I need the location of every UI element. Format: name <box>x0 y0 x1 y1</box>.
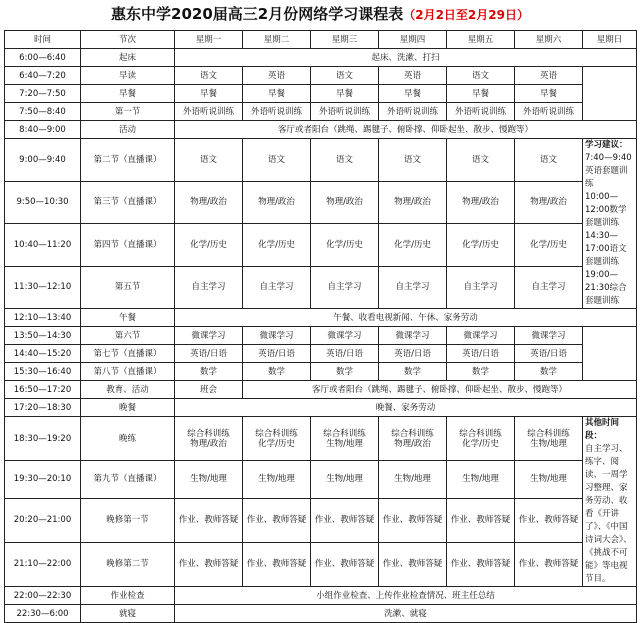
class-cell: 数学 <box>379 363 447 381</box>
class-cell: 英语/日语 <box>379 345 447 363</box>
period-cell: 就寝 <box>81 605 175 623</box>
column-header: 星期二 <box>243 31 311 49</box>
schedule-row <box>5 103 637 121</box>
class-cell: 英语/日语 <box>515 345 583 363</box>
period-cell: 早餐 <box>81 85 175 103</box>
title-date-range: （2月2日至2月29日） <box>403 8 529 22</box>
sunday-other-time <box>583 417 637 587</box>
class-cell: 数学 <box>175 363 243 381</box>
time-cell: 18:30—19:20 <box>5 417 81 461</box>
time-cell: 7:50—8:40 <box>5 103 81 121</box>
schedule-row <box>5 345 637 363</box>
time-cell: 8:40—9:00 <box>5 121 81 139</box>
class-cell-line: 综合科训练 <box>391 428 434 439</box>
class-cell: 英语 <box>379 67 447 85</box>
column-header: 时间 <box>5 31 81 49</box>
class-cell-line: 综合科训练 <box>527 428 570 439</box>
time-cell: 21:10—22:00 <box>5 542 81 586</box>
class-cell-line: 化学/历史 <box>462 438 499 449</box>
column-header: 星期三 <box>311 31 379 49</box>
time-cell: 9:00—9:40 <box>5 139 81 182</box>
class-cell <box>243 417 311 461</box>
class-cell: 自主学习 <box>175 266 243 309</box>
class-cell: 自主学习 <box>515 266 583 309</box>
class-cell-line: 综合科训练 <box>255 428 298 439</box>
class-cell: 外语听说训练 <box>379 103 447 121</box>
class-cell: 微课学习 <box>447 327 515 345</box>
class-cell: 早餐 <box>175 85 243 103</box>
period-cell: 第六节 <box>81 327 175 345</box>
merged-activity-cell: 客厅或者阳台（跳绳、踢毽子、俯卧撑、仰卧起坐、散步、慢跑等） <box>175 121 637 139</box>
class-cell: 化学/历史 <box>447 224 515 267</box>
page-title <box>0 0 640 28</box>
class-cell: 英语 <box>515 67 583 85</box>
class-cell: 英语/日语 <box>311 345 379 363</box>
class-cell: 物理/政治 <box>243 181 311 224</box>
period-cell: 晚练 <box>81 417 175 461</box>
merged-activity-cell: 午餐、收看电视新闻、午休、家务劳动 <box>175 309 637 327</box>
column-header: 节次 <box>81 31 175 49</box>
class-cell: 语文 <box>243 139 311 182</box>
class-cell: 化学/历史 <box>379 224 447 267</box>
class-cell: 班会 <box>175 381 243 399</box>
period-cell: 第二节（直播课） <box>81 139 175 182</box>
class-cell: 生物/地理 <box>243 461 311 499</box>
schedule-row <box>5 67 637 85</box>
class-cell: 早餐 <box>243 85 311 103</box>
schedule-row <box>5 139 637 182</box>
time-cell: 10:40—11:20 <box>5 224 81 267</box>
class-cell: 英语/日语 <box>175 345 243 363</box>
class-cell: 作业、教师答疑 <box>175 542 243 586</box>
class-cell-line: 化学/历史 <box>258 438 295 449</box>
time-cell: 22:30—6:00 <box>5 605 81 623</box>
time-cell: 17:20—18:30 <box>5 399 81 417</box>
class-cell: 早餐 <box>447 85 515 103</box>
period-cell: 第七节（直播课） <box>81 345 175 363</box>
schedule-row <box>5 224 637 267</box>
schedule-row <box>5 542 637 586</box>
schedule-row <box>5 49 637 67</box>
class-cell: 微课学习 <box>379 327 447 345</box>
class-cell <box>175 417 243 461</box>
class-cell-line: 物理/政治 <box>394 438 431 449</box>
class-cell: 作业、教师答疑 <box>447 542 515 586</box>
class-cell: 语文 <box>515 139 583 182</box>
class-cell: 数学 <box>243 363 311 381</box>
class-cell: 语文 <box>447 67 515 85</box>
class-cell: 语文 <box>311 67 379 85</box>
class-cell <box>311 417 379 461</box>
class-cell: 语文 <box>175 67 243 85</box>
schedule-row <box>5 181 637 224</box>
period-cell: 活动 <box>81 121 175 139</box>
time-cell: 14:40—15:20 <box>5 345 81 363</box>
class-cell: 物理/政治 <box>379 181 447 224</box>
time-cell: 11:30—12:10 <box>5 266 81 309</box>
class-cell: 化学/历史 <box>175 224 243 267</box>
class-cell: 作业、教师答疑 <box>515 498 583 542</box>
class-cell: 语文 <box>447 139 515 182</box>
class-cell: 微课学习 <box>243 327 311 345</box>
time-cell: 9:50—10:30 <box>5 181 81 224</box>
class-cell: 微课学习 <box>311 327 379 345</box>
class-cell: 早餐 <box>311 85 379 103</box>
schedule-row <box>5 417 637 461</box>
other-time-line: 自主学习、练字、阅读、一周学习整理、家务劳动、收看《开讲了》、《中国诗词大会》、《挑战不可能》等电视节目。 <box>585 444 632 584</box>
period-cell: 第三节（直播课） <box>81 181 175 224</box>
schedule-table <box>4 30 640 623</box>
advice-line: 10:00—12:00数学套题训练 <box>585 192 627 228</box>
class-cell: 英语/日语 <box>243 345 311 363</box>
class-cell: 早餐 <box>379 85 447 103</box>
merged-activity-cell: 客厅或者阳台（跳绳、踢毽子、俯卧撑、仰卧起坐、散步、慢跑等） <box>243 381 637 399</box>
advice-line: 7:40—9:40 英语套题训练 <box>585 153 640 189</box>
sunday-empty-cell <box>583 67 637 121</box>
class-cell: 外语听说训练 <box>175 103 243 121</box>
class-cell: 作业、教师答疑 <box>311 542 379 586</box>
sunday-study-advice <box>583 139 640 309</box>
period-cell: 第五节 <box>81 266 175 309</box>
class-cell <box>379 417 447 461</box>
period-cell: 第一节 <box>81 103 175 121</box>
class-cell: 数学 <box>311 363 379 381</box>
schedule-row <box>5 587 637 605</box>
class-cell: 数学 <box>515 363 583 381</box>
class-cell-line: 物理/政治 <box>190 438 227 449</box>
merged-activity-cell: 晚餐、家务劳动 <box>175 399 637 417</box>
period-cell: 教育、活动 <box>81 381 175 399</box>
schedule-row <box>5 461 637 499</box>
column-header: 星期一 <box>175 31 243 49</box>
class-cell: 英语/日语 <box>447 345 515 363</box>
class-cell: 自主学习 <box>379 266 447 309</box>
class-cell: 语文 <box>175 139 243 182</box>
class-cell-line: 生物/地理 <box>326 438 363 449</box>
class-cell: 作业、教师答疑 <box>311 498 379 542</box>
period-cell: 作业检查 <box>81 587 175 605</box>
class-cell: 语文 <box>379 139 447 182</box>
merged-activity-cell: 洗漱、就寝 <box>175 605 637 623</box>
class-cell: 外语听说训练 <box>447 103 515 121</box>
time-cell: 7:20—7:50 <box>5 85 81 103</box>
class-cell: 数学 <box>447 363 515 381</box>
schedule-row <box>5 121 637 139</box>
class-cell-line: 综合科训练 <box>323 428 366 439</box>
period-cell: 午餐 <box>81 309 175 327</box>
column-header: 星期六 <box>515 31 583 49</box>
merged-activity-cell: 小组作业检查、上传作业检查情况、班主任总结 <box>175 587 637 605</box>
class-cell: 作业、教师答疑 <box>447 498 515 542</box>
class-cell: 生物/地理 <box>311 461 379 499</box>
class-cell: 作业、教师答疑 <box>243 542 311 586</box>
merged-activity-cell: 起床、洗漱、打扫 <box>175 49 637 67</box>
class-cell-line: 综合科训练 <box>459 428 502 439</box>
class-cell: 物理/政治 <box>175 181 243 224</box>
class-cell: 早餐 <box>515 85 583 103</box>
class-cell: 微课学习 <box>515 327 583 345</box>
class-cell: 微课学习 <box>175 327 243 345</box>
class-cell: 物理/政治 <box>447 181 515 224</box>
class-cell: 生物/地理 <box>447 461 515 499</box>
period-cell: 早读 <box>81 67 175 85</box>
time-cell: 15:30—16:40 <box>5 363 81 381</box>
schedule-row <box>5 498 637 542</box>
class-cell-line: 生物/地理 <box>530 438 567 449</box>
class-cell: 自主学习 <box>243 266 311 309</box>
period-cell: 晚餐 <box>81 399 175 417</box>
period-cell: 晚修第二节 <box>81 542 175 586</box>
class-cell: 化学/历史 <box>311 224 379 267</box>
schedule-row <box>5 309 637 327</box>
schedule-row <box>5 381 637 399</box>
title-text: 惠东中学2020届高三2月份网络学习课程表 <box>111 5 404 23</box>
class-cell: 化学/历史 <box>243 224 311 267</box>
class-cell: 作业、教师答疑 <box>175 498 243 542</box>
time-cell: 6:00—6:40 <box>5 49 81 67</box>
class-cell: 化学/历史 <box>515 224 583 267</box>
time-cell: 19:30—20:10 <box>5 461 81 499</box>
header-row <box>5 31 637 49</box>
schedule-row <box>5 399 637 417</box>
other-time-title: 其他时间段： <box>585 418 620 441</box>
class-cell: 外语听说训练 <box>311 103 379 121</box>
column-header: 星期五 <box>447 31 515 49</box>
period-cell: 起床 <box>81 49 175 67</box>
schedule-row <box>5 327 637 345</box>
time-cell: 22:00—22:30 <box>5 587 81 605</box>
class-cell-line: 综合科训练 <box>187 428 230 439</box>
time-cell: 16:50—17:20 <box>5 381 81 399</box>
class-cell: 生物/地理 <box>379 461 447 499</box>
column-header: 星期四 <box>379 31 447 49</box>
sunday-empty-cell <box>583 327 637 381</box>
schedule-row <box>5 266 637 309</box>
advice-title: 学习建议： <box>585 140 628 150</box>
schedule-row <box>5 605 637 623</box>
class-cell: 外语听说训练 <box>515 103 583 121</box>
advice-line: 19:00—21:30综合套题训练 <box>585 270 627 306</box>
column-header: 星期日 <box>583 31 637 49</box>
period-cell: 第八节（直播课） <box>81 363 175 381</box>
class-cell: 外语听说训练 <box>243 103 311 121</box>
class-cell <box>515 417 583 461</box>
time-cell: 12:10—13:40 <box>5 309 81 327</box>
class-cell: 语文 <box>311 139 379 182</box>
time-cell: 6:40—7:20 <box>5 67 81 85</box>
schedule-row <box>5 363 637 381</box>
class-cell: 自主学习 <box>311 266 379 309</box>
time-cell: 20:20—21:00 <box>5 498 81 542</box>
class-cell: 作业、教师答疑 <box>379 542 447 586</box>
class-cell: 物理/政治 <box>311 181 379 224</box>
time-cell: 13:50—14:30 <box>5 327 81 345</box>
class-cell: 作业、教师答疑 <box>515 542 583 586</box>
class-cell: 生物/地理 <box>515 461 583 499</box>
class-cell: 生物/地理 <box>175 461 243 499</box>
period-cell: 第四节（直播课） <box>81 224 175 267</box>
period-cell: 第九节（直播课） <box>81 461 175 499</box>
class-cell: 英语 <box>243 67 311 85</box>
class-cell: 自主学习 <box>447 266 515 309</box>
class-cell: 物理/政治 <box>515 181 583 224</box>
schedule-row <box>5 85 637 103</box>
class-cell: 作业、教师答疑 <box>379 498 447 542</box>
advice-line: 14:30—17:00语文套题训练 <box>585 231 627 267</box>
class-cell <box>447 417 515 461</box>
class-cell: 作业、教师答疑 <box>243 498 311 542</box>
period-cell: 晚修第一节 <box>81 498 175 542</box>
